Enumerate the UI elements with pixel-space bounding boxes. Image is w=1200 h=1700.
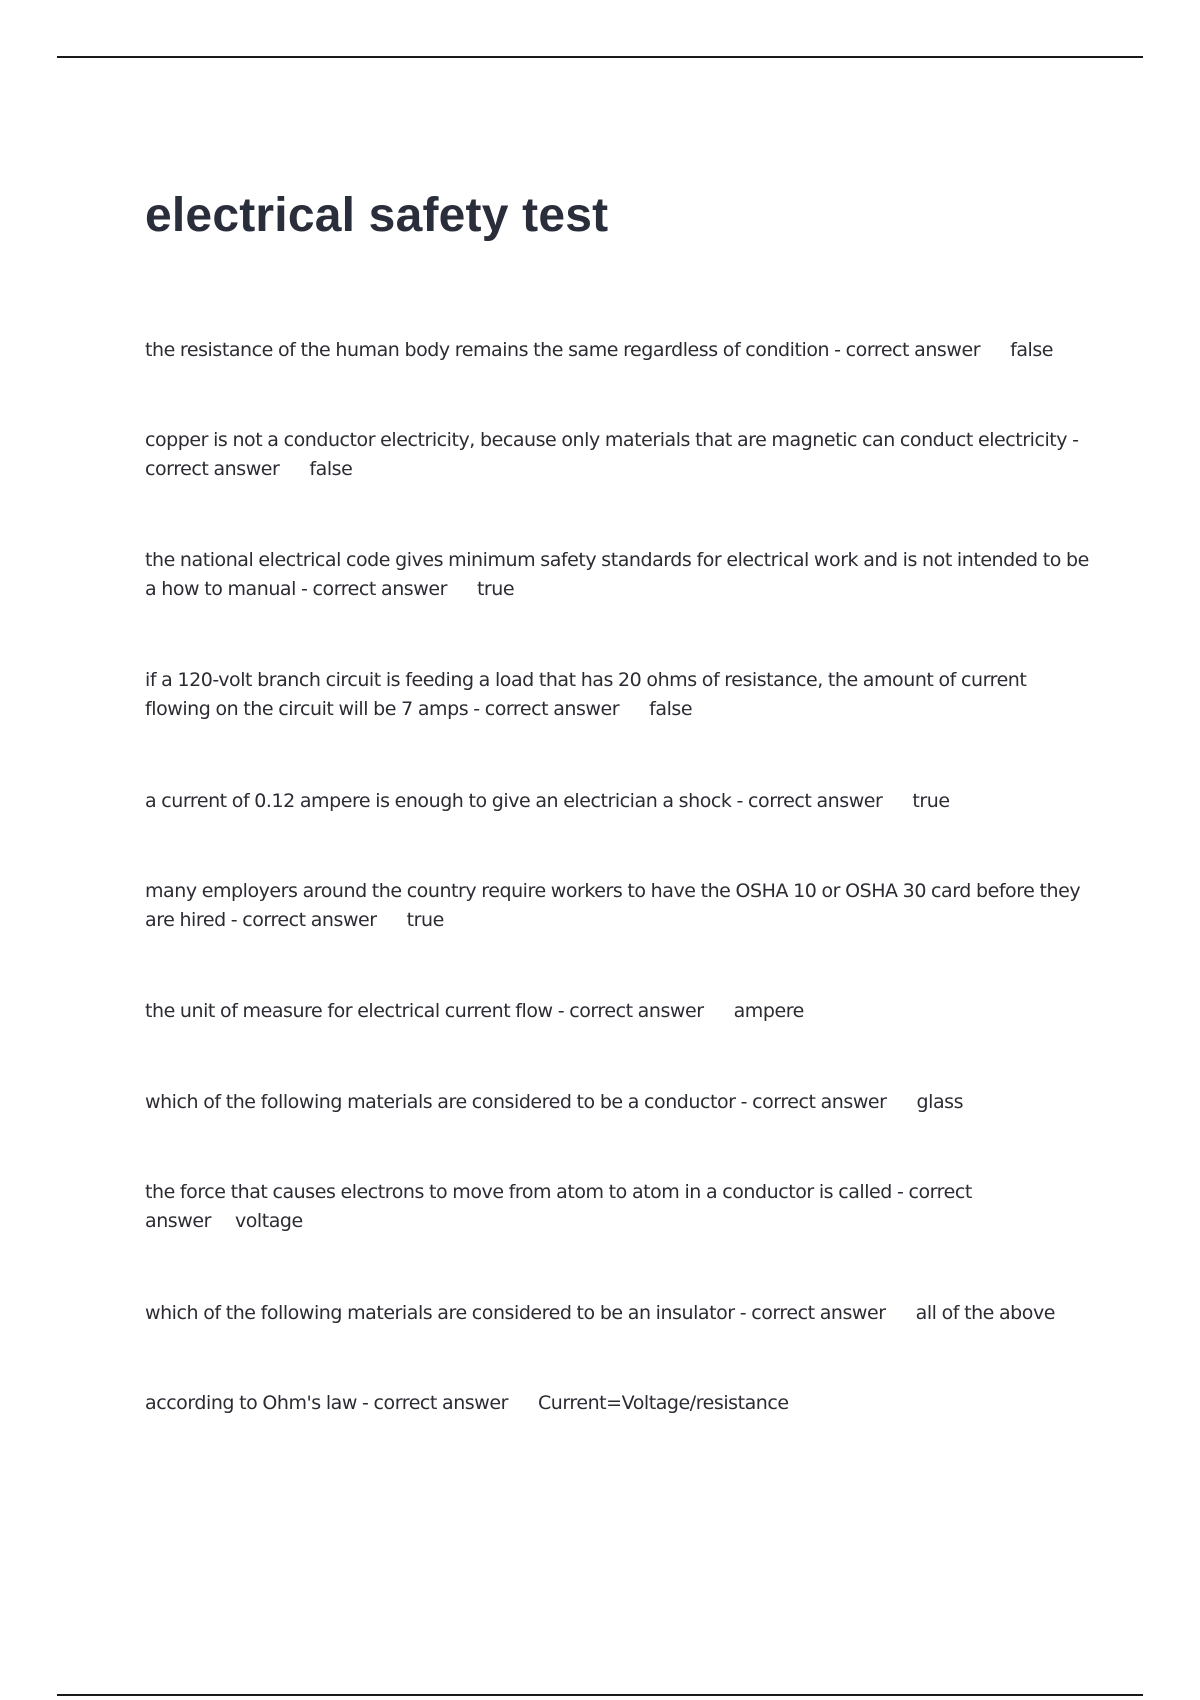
qa-item xyxy=(145,1299,1095,1328)
answer-text: false xyxy=(309,458,353,480)
question-text: the force that causes electrons to move from atom to atom in a conductor is called - correct answer xyxy=(145,1181,972,1232)
answer-text: false xyxy=(649,698,693,720)
answer-text: false xyxy=(1010,339,1054,361)
bottom-rule xyxy=(57,1694,1143,1696)
answer-text: true xyxy=(912,790,950,812)
question-text: the resistance of the human body remains the same regardless of condition - correct answer xyxy=(145,339,981,361)
question-text: many employers around the country require workers to have the OSHA 10 or OSHA 30 card before they are hired - correct answer xyxy=(145,880,1081,931)
question-text: which of the following materials are considered to be a conductor - correct answer xyxy=(145,1091,887,1113)
question-text: a current of 0.12 ampere is enough to give an electrician a shock - correct answer xyxy=(145,790,883,812)
qa-item xyxy=(145,997,1095,1026)
page-title: electrical safety test xyxy=(145,189,609,242)
question-text: which of the following materials are considered to be an insulator - correct answer xyxy=(145,1302,886,1324)
answer-text: all of the above xyxy=(915,1302,1056,1324)
answer-text: glass xyxy=(916,1091,964,1113)
question-text: according to Ohm's law - correct answer xyxy=(145,1392,508,1414)
answer-text: true xyxy=(406,909,444,931)
answer-text: ampere xyxy=(733,1000,804,1022)
question-text: the unit of measure for electrical current flow - correct answer xyxy=(145,1000,704,1022)
qa-item xyxy=(145,666,1095,724)
answer-text: voltage xyxy=(234,1210,303,1232)
answer-text: Current=Voltage/resistance xyxy=(537,1392,789,1414)
qa-item xyxy=(145,877,1095,935)
question-text: if a 120-volt branch circuit is feeding a load that has 20 ohms of resistance, the amount of current flowing on the circuit will be 7 amps - correct answer xyxy=(145,669,1027,720)
question-text: copper is not a conductor electricity, because only materials that are magnetic can conduct electricity - correct answer xyxy=(145,429,1079,480)
qa-item xyxy=(145,787,1095,816)
answer-text: true xyxy=(476,578,515,600)
question-text: the national electrical code gives minimum safety standards for electrical work and is not intended to be a how to manual - correct answer xyxy=(145,549,1089,600)
qa-item xyxy=(145,426,1095,484)
qa-item xyxy=(145,546,1095,604)
qa-item xyxy=(145,1178,1095,1236)
qa-item xyxy=(145,336,1095,365)
qa-item xyxy=(145,1088,1095,1117)
qa-item xyxy=(145,1389,1095,1418)
top-rule xyxy=(57,56,1143,58)
